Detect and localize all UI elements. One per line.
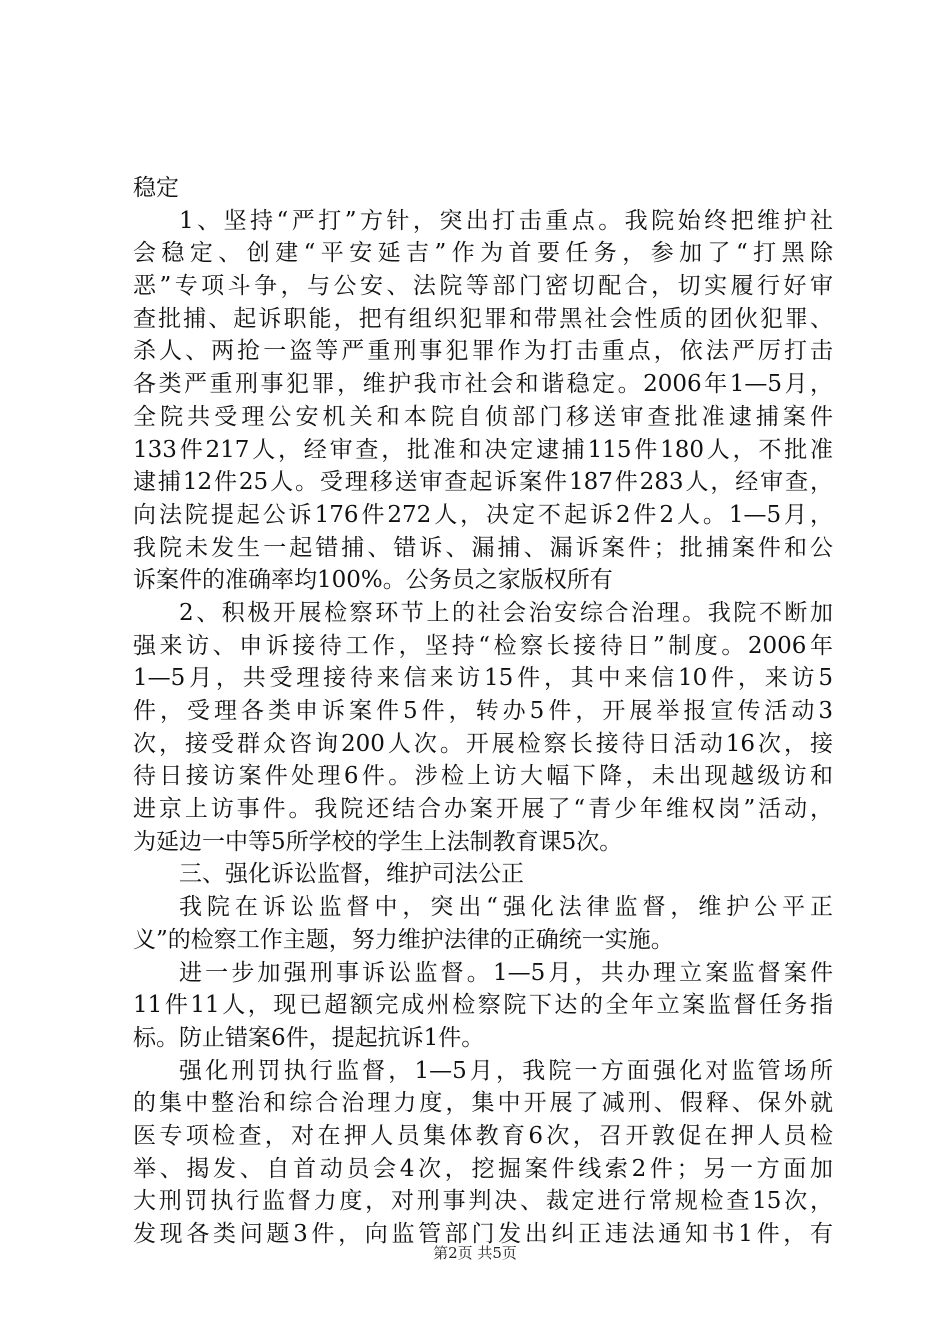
text-line: 恶”专项斗争，与公安、法院等部门密切配合，切实履行好审 — [133, 273, 833, 300]
text-line: 各类严重刑事犯罪，维护我市社会和谐稳定。2006年1—5月， — [133, 371, 833, 398]
text-line: 次，接受群众咨询200人次。开展检察长接待日活动16次，接 — [133, 730, 833, 757]
text-line: 逮捕12件25人。受理移送审查起诉案件187件283人，经审查， — [133, 469, 833, 496]
text-line: 举、揭发、自首动员会4次，挖掘案件线索2件；另一方面加 — [133, 1155, 833, 1182]
text-line: 133件217人，经审查，批准和决定逮捕115件180人，不批准 — [133, 436, 833, 463]
text-line: 进京上访事件。我院还结合办案开展了“青少年维权岗”活动， — [133, 796, 833, 823]
document-body — [133, 172, 833, 1251]
text-line: 查批捕、起诉职能，把有组织犯罪和带黑社会性质的团伙犯罪、 — [133, 305, 833, 332]
text-line: 2、积极开展检察环节上的社会治安综合治理。我院不断加 — [179, 599, 833, 626]
text-line: 强来访、申诉接待工作，坚持“检察长接待日”制度。2006年 — [133, 632, 833, 659]
text-line: 诉案件的准确率均100%。公务员之家版权所有 — [133, 567, 613, 594]
page-footer: 第2页 共5页 — [433, 1244, 517, 1262]
text-line: 发现各类问题3件，向监管部门发出纠正违法通知书1件，有 — [133, 1221, 833, 1247]
text-line: 标。防止错案6件，提起抗诉1件。 — [133, 1024, 485, 1051]
text-line: 进一步加强刑事诉讼监督。1—5月，共办理立案监督案件 — [179, 959, 833, 986]
text-line: 1—5月，共受理接待来信来访15件，其中来信10件，来访5 — [133, 665, 833, 692]
text-line: 稳定 — [133, 175, 179, 201]
text-line: 强化刑罚执行监督，1—5月，我院一方面强化对监管场所 — [179, 1057, 833, 1084]
text-line: 待日接访案件处理6件。涉检上访大幅下降，未出现越级访和 — [133, 763, 833, 790]
text-line: 我院未发生一起错捕、错诉、漏捕、漏诉案件；批捕案件和公 — [133, 534, 833, 561]
text-line: 全院共受理公安机关和本院自侦部门移送审查批准逮捕案件 — [133, 403, 833, 430]
text-line: 义”的检察工作主题，努力维护法律的正确统一实施。 — [133, 926, 674, 953]
text-line: 杀人、两抢一盗等严重刑事犯罪作为打击重点，依法严厉打击 — [133, 338, 833, 365]
text-line: 的集中整治和综合治理力度，集中开展了减刑、假释、保外就 — [133, 1090, 833, 1117]
text-line: 1、坚持“严打”方针，突出打击重点。我院始终把维护社 — [179, 207, 833, 234]
text-line: 向法院提起公诉176件272人，决定不起诉2件2人。1—5月， — [133, 501, 833, 528]
text-line: 三、强化诉讼监督，维护司法公正 — [179, 861, 524, 888]
text-line: 我院在诉讼监督中，突出“强化法律监督，维护公平正 — [179, 894, 833, 921]
text-line: 为延边一中等5所学校的学生上法制教育课5次。 — [133, 828, 623, 855]
text-line: 11件11人，现已超额完成州检察院下达的全年立案监督任务指 — [133, 992, 833, 1019]
text-line: 大刑罚执行监督力度，对刑事判决、裁定进行常规检查15次， — [133, 1188, 833, 1215]
text-line: 会稳定、创建“平安延吉”作为首要任务，参加了“打黑除 — [133, 240, 833, 267]
text-line: 医专项检查，对在押人员集体教育6次，召开敦促在押人员检 — [133, 1122, 833, 1149]
text-line: 件，受理各类申诉案件5件，转办5件，开展举报宣传活动3 — [133, 698, 833, 724]
